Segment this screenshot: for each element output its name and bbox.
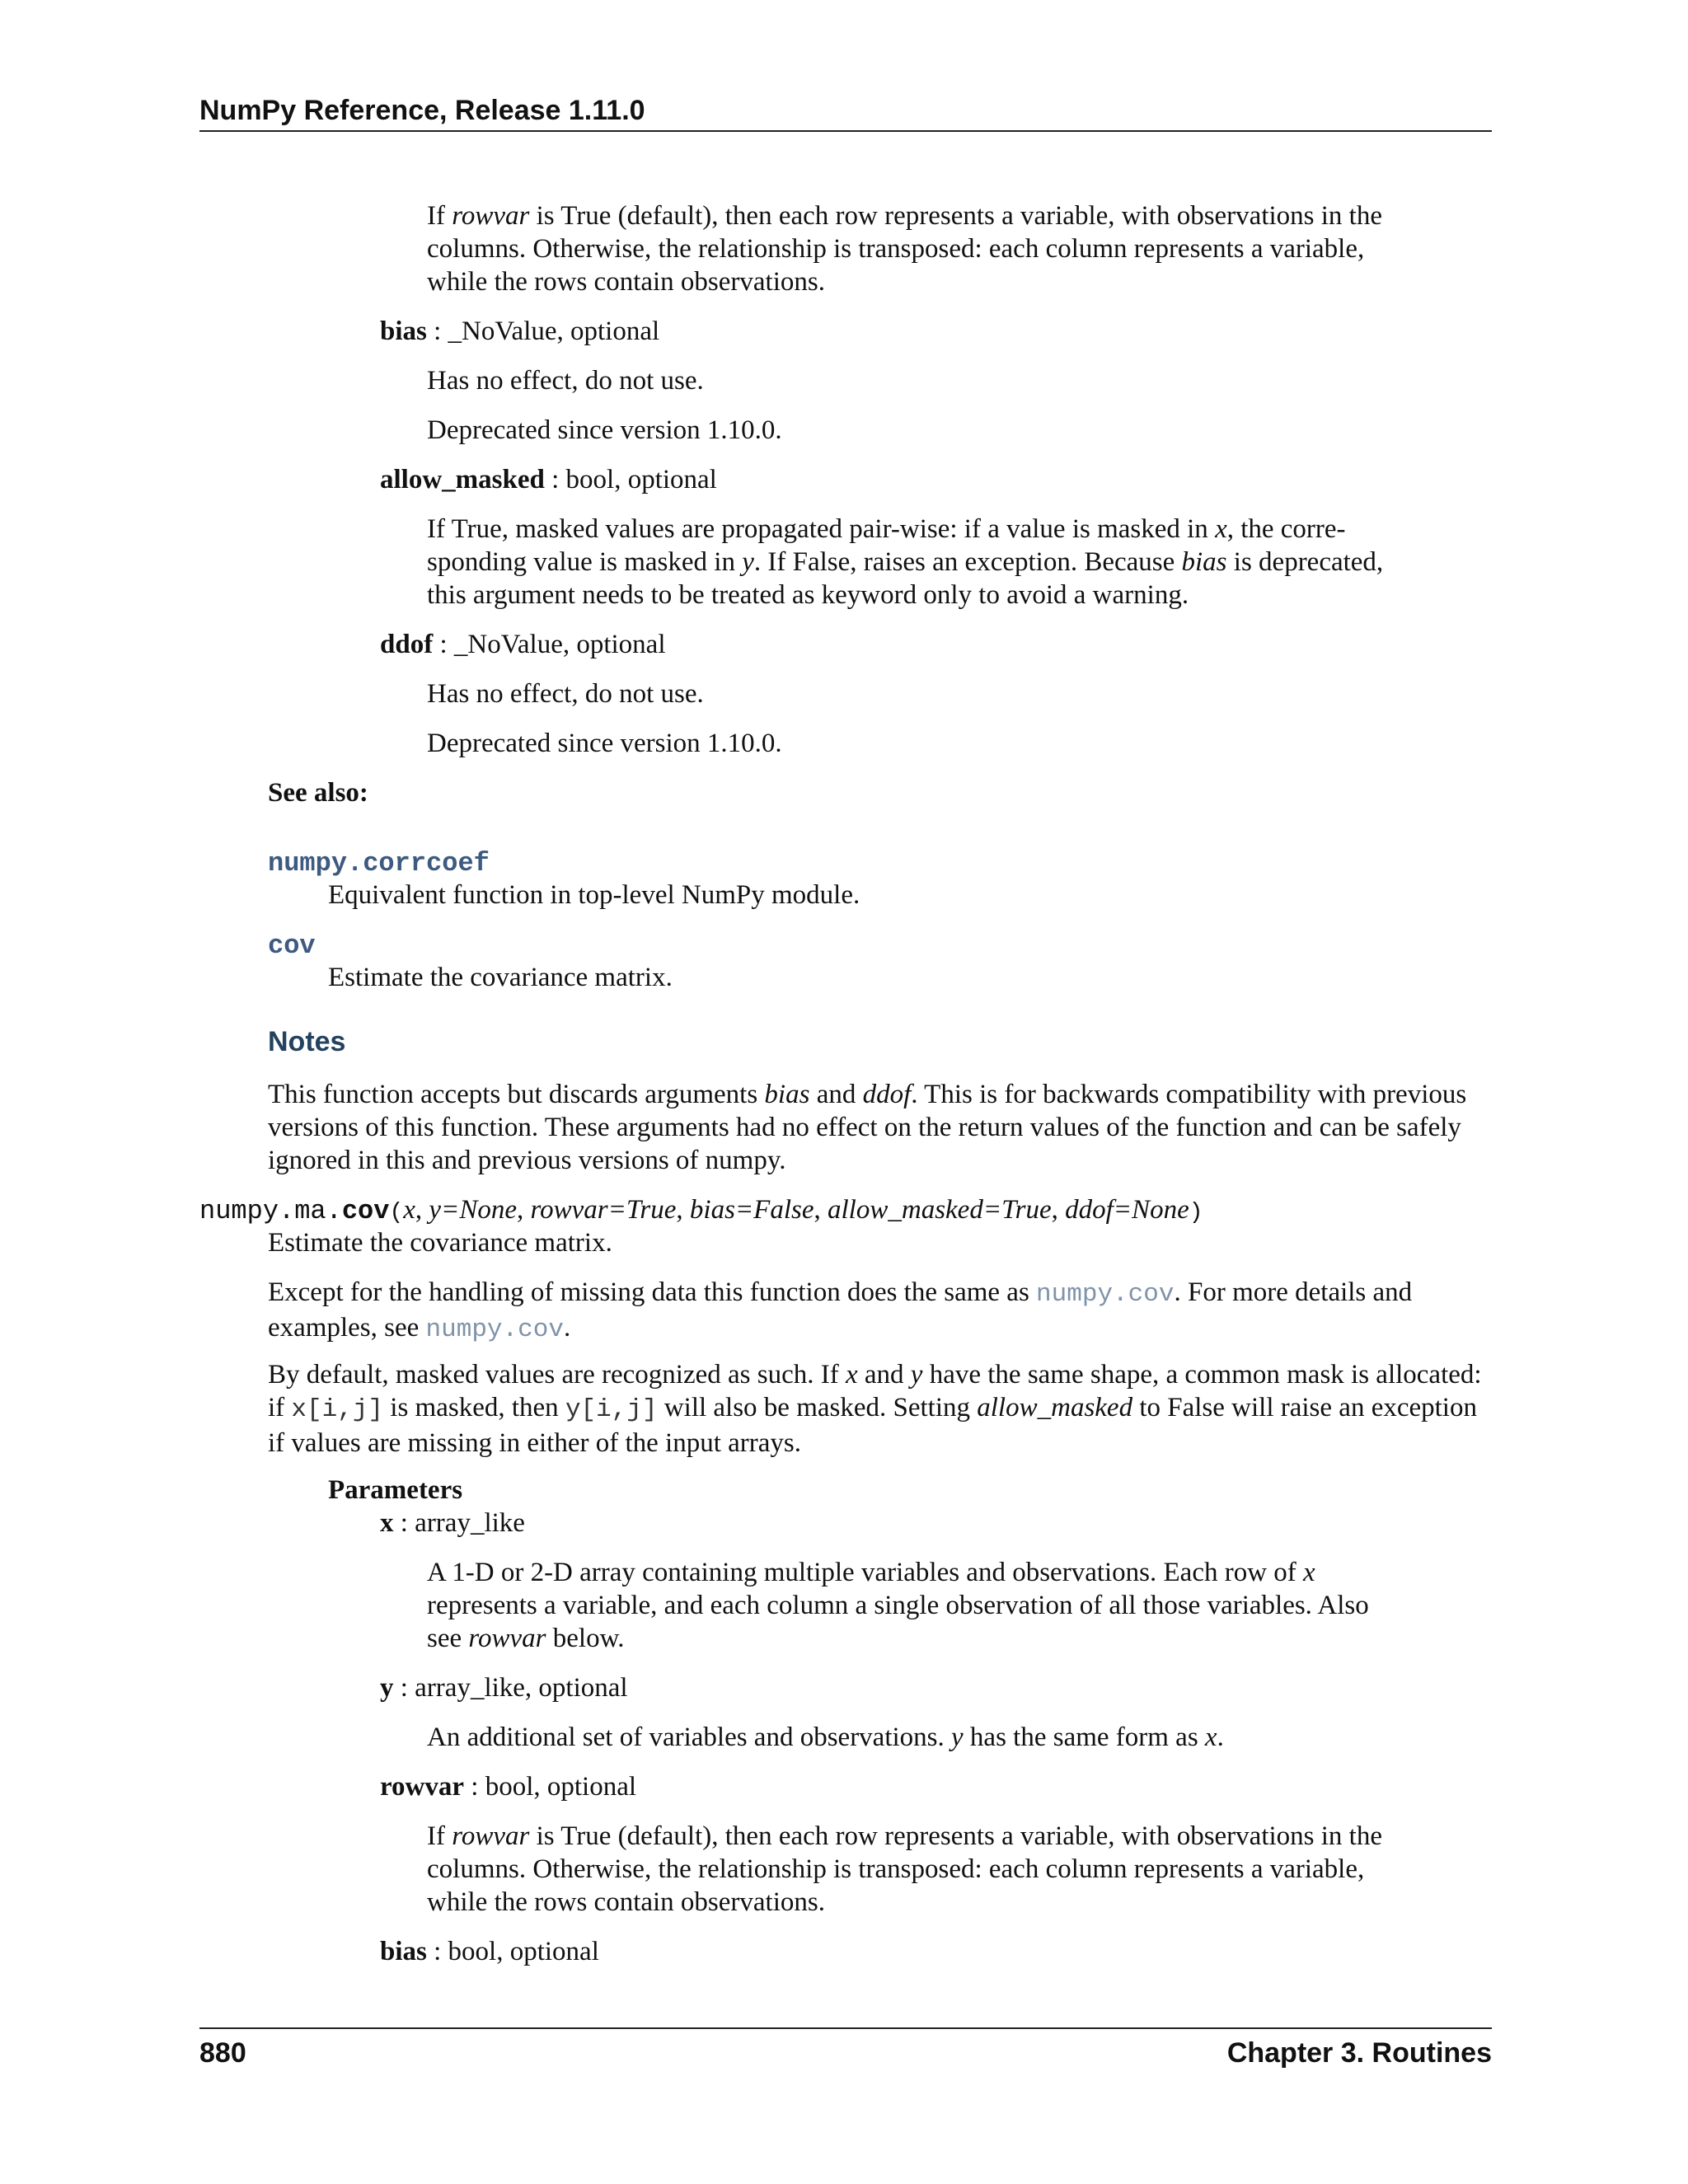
link-numpy-cov[interactable]: numpy.cov <box>1036 1280 1175 1309</box>
footer-rule <box>199 2027 1492 2029</box>
see-also-desc-cov: Estimate the covariance matrix. <box>328 963 673 992</box>
sig-function-name: cov <box>341 1196 390 1226</box>
param-bias-2: bias : bool, optional <box>380 1937 599 1966</box>
ddof-deprecated: Deprecated since version 1.10.0. <box>427 729 782 758</box>
param-x: x : array_like <box>380 1508 525 1538</box>
page-footer <box>199 2037 1492 2074</box>
y-description: An additional set of variables and observations. y has the same form as x. <box>427 1722 1224 1752</box>
body-paragraph-1: Except for the handling of missing data this function does the same as numpy.cov. For more details and examples, see numpy.cov. <box>268 1277 1413 1344</box>
ddof-description: Has no effect, do not use. <box>427 679 704 709</box>
sig-module: numpy.ma. <box>199 1196 342 1226</box>
param-bias: bias : _NoValue, optional <box>380 316 660 346</box>
chapter-label: Chapter 3. Routines <box>1226 2037 1492 2069</box>
bias-deprecated: Deprecated since version 1.10.0. <box>427 415 782 445</box>
parameters-heading: Parameters <box>328 1475 463 1505</box>
bias-description: Has no effect, do not use. <box>427 366 704 396</box>
function-signature: numpy.ma.cov(x, y=None, rowvar=True, bias=False, allow_masked=True, ddof=None) <box>199 1195 1203 1226</box>
running-title: NumPy Reference, Release 1.11.0 <box>199 95 645 126</box>
param-rowvar: rowvar : bool, optional <box>380 1772 637 1802</box>
notes-paragraph: This function accepts but discards arguments bias and ddof. This is for backwards compatibility with previous versions of this function. These arguments had no effect on the return values of the function and can be safely ignored in this and previous versions of numpy. <box>268 1080 1467 1175</box>
see-also-link-corrcoef[interactable]: numpy.corrcoef <box>268 848 490 879</box>
param-ddof: ddof : _NoValue, optional <box>380 630 666 659</box>
notes-heading: Notes <box>268 1026 346 1057</box>
page-number: 880 <box>199 2037 246 2069</box>
function-summary: Estimate the covariance matrix. <box>268 1228 612 1258</box>
rowvar-description: If rowvar is True (default), then each row represents a variable, with observations in the columns. Otherwise, the relationship is transposed: each column represents a variable, while the rows contain observations. <box>427 201 1382 297</box>
link-numpy-cov-2[interactable]: numpy.cov <box>425 1315 564 1344</box>
param-y: y : array_like, optional <box>380 1673 628 1703</box>
rowvar-description-2: If rowvar is True (default), then each row represents a variable, with observations in the columns. Otherwise, the relationship is transposed: each column represents a variable, while the rows contain observations. <box>427 1821 1382 1917</box>
x-description: A 1-D or 2-D array containing multiple variables and observations. Each row of x represents a variable, and each column a single observation of all those variables. Also see rowvar below. <box>427 1558 1369 1653</box>
see-also-heading: See also: <box>268 778 368 808</box>
see-also-link-cov[interactable]: cov <box>268 930 316 961</box>
body-paragraph-2: By default, masked values are recognized as such. If x and y have the same shape, a common mask is allocated: if x[i,j] is masked, then y[i,j] will also be masked. Setting allow_masked to False will raise an exception if values are missing in either of the input arrays. <box>268 1360 1482 1458</box>
param-allow-masked: allow_masked : bool, optional <box>380 465 717 494</box>
allow-masked-description: If True, masked values are propagated pair-wise: if a value is masked in x, the corre- sponding value is masked in y. If False, raises an exception. Because bias is deprecated, this argument needs to be treated as keyword only to avoid a warning. <box>427 514 1384 610</box>
see-also-desc-corrcoef: Equivalent function in top-level NumPy module. <box>328 880 860 910</box>
